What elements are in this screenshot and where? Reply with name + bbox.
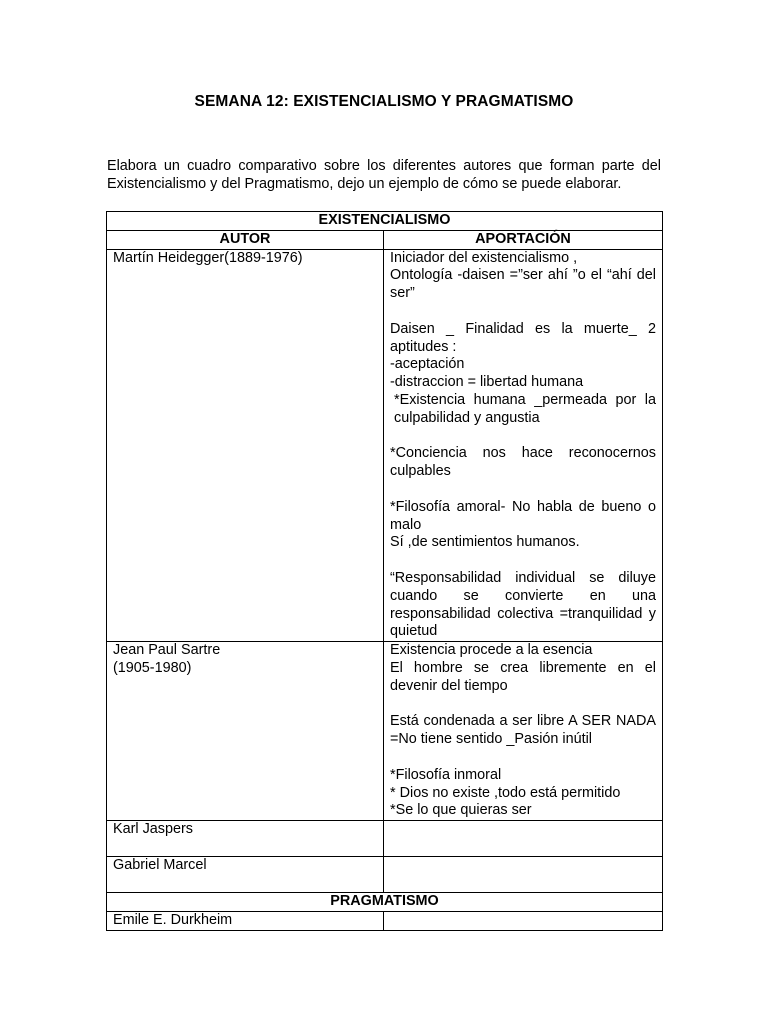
contribution-line: -aceptación <box>390 356 465 373</box>
contribution-line: -distraccion = libertad humana <box>390 374 584 391</box>
table-row-jaspers <box>107 821 663 857</box>
author-cell: Gabriel Marcel <box>107 857 384 893</box>
contribution-cell <box>384 249 663 642</box>
intro-text: Elabora un cuadro comparativo sobre los diferentes autores que forman parte del Existencialismo y del Pragmatismo, dejo un ejemplo de cómo se puede elaborar. <box>107 158 661 192</box>
table-row-marcel <box>107 857 663 893</box>
contribution-cell-empty <box>384 911 663 930</box>
intro-paragraph <box>107 157 661 193</box>
contribution-line: *Se lo que quieras ser <box>390 802 532 819</box>
contribution-line: El hombre se crea libremente en el devenir del tiempo <box>390 659 656 694</box>
author-cell: Karl Jaspers <box>107 821 384 857</box>
section-existencialismo: EXISTENCIALISMO <box>107 212 663 231</box>
page-title: SEMANA 12: EXISTENCIALISMO Y PRAGMATISMO <box>194 93 574 110</box>
author-cell <box>107 642 384 821</box>
table-row-sartre <box>107 642 663 821</box>
section-header-row <box>107 212 663 231</box>
contribution-line: Daisen _ Finalidad es la muerte_ 2 aptitudes : <box>390 320 656 355</box>
column-header-autor: AUTOR <box>107 230 384 249</box>
contribution-line: Existencia procede a la esencia <box>390 642 593 659</box>
contribution-line: “Responsabilidad individual se diluye cuando se convierte en una responsabilidad colectiva =tranquilidad y quietud <box>390 569 656 640</box>
contribution-line: Ontología -daisen =”ser ahí ”o el “ahí del ser” <box>390 267 656 302</box>
column-header-row <box>107 230 663 249</box>
comparison-table <box>106 211 663 931</box>
contribution-cell-empty <box>384 857 663 893</box>
author-name: Jean Paul Sartre <box>113 642 221 659</box>
section-header-row <box>107 893 663 912</box>
contribution-line: Está condenada a ser libre A SER NADA =No tiene sentido _Pasión inútil <box>390 713 656 748</box>
author-cell: Emile E. Durkheim <box>107 911 384 930</box>
author-cell: Martín Heidegger(1889-1976) <box>107 249 384 642</box>
section-pragmatismo: PRAGMATISMO <box>107 893 663 912</box>
contribution-line: *Filosofía inmoral <box>390 766 502 783</box>
contribution-line: * Dios no existe ,todo está permitido <box>390 784 621 801</box>
table-row-durkheim <box>107 911 663 930</box>
contribution-line: Iniciador del existencialismo , <box>390 249 578 266</box>
author-dates: (1905-1980) <box>113 659 192 676</box>
contribution-line: *Filosofía amoral- No habla de bueno o malo <box>390 498 656 533</box>
contribution-line: *Conciencia nos hace reconocernos culpables <box>390 445 656 480</box>
contribution-line: *Existencia humana _permeada por la culpabilidad y angustia <box>394 391 656 426</box>
column-header-aportacion: APORTACIÓN <box>384 230 663 249</box>
contribution-cell <box>384 642 663 821</box>
contribution-cell-empty <box>384 821 663 857</box>
table-row-heidegger <box>107 249 663 642</box>
contribution-line: Sí ,de sentimientos humanos. <box>390 534 580 551</box>
